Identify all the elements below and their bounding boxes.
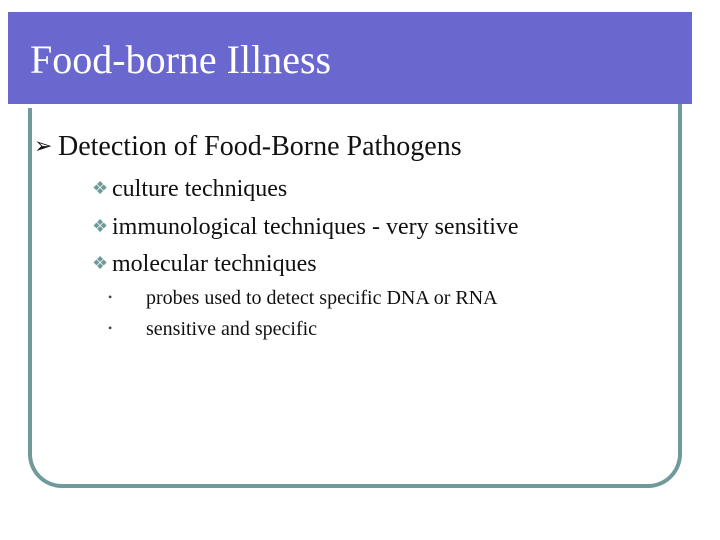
slide-title: Food-borne Illness: [30, 37, 332, 82]
sub-list-item-text: probes used to detect specific DNA or RNA: [146, 287, 498, 309]
dot-bullet-icon: •: [108, 290, 113, 304]
arrow-bullet-icon: ➢: [34, 133, 53, 158]
dot-bullet-icon: •: [108, 321, 113, 335]
sub-list-item: [108, 319, 317, 339]
bullet-heading: [34, 133, 462, 161]
sub-list-item: [108, 288, 498, 308]
bullet-heading-text: Detection of Food-Borne Pathogens: [58, 131, 462, 162]
sub-list-item-text: sensitive and specific: [146, 318, 318, 340]
list-item: [92, 252, 317, 276]
list-item-text: culture techniques: [112, 176, 288, 202]
diamond-bullet-icon: ❖: [92, 253, 109, 273]
diamond-bullet-icon: ❖: [92, 216, 109, 236]
list-item-text: immunological techniques - very sensitive: [112, 214, 519, 240]
list-item-text: molecular techniques: [112, 251, 317, 277]
diamond-bullet-icon: ❖: [92, 178, 109, 198]
list-item: [92, 215, 519, 239]
list-item: [92, 177, 287, 201]
